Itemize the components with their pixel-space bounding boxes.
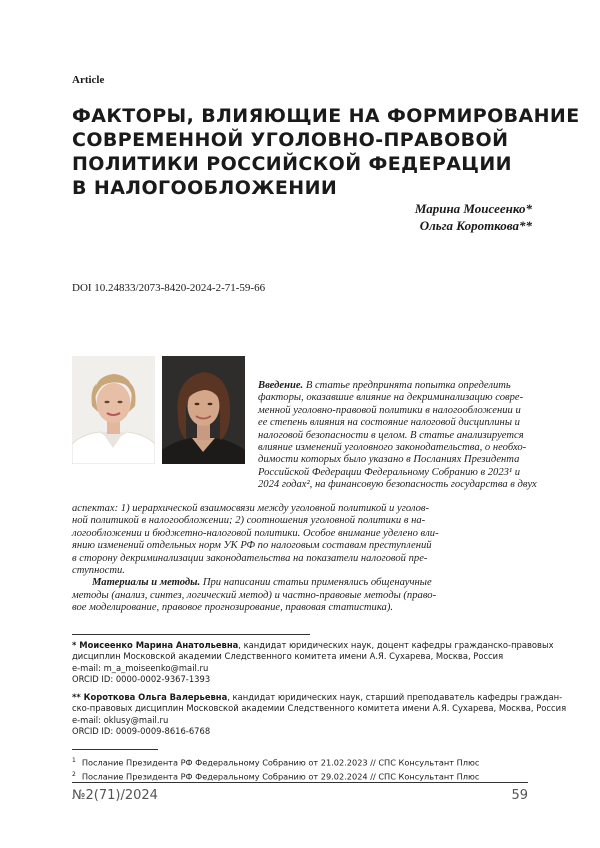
doi: DOI 10.24833/2073-8420-2024-2-71-59-66 [72, 282, 266, 294]
footnote-line [72, 640, 554, 651]
reference-text: Послание Президента РФ Федеральному Собранию от 21.02.2023 // СПС Консультант Плюс [81, 757, 480, 768]
title-line: В НАЛОГООБЛОЖЕНИИ [72, 177, 338, 199]
footnote-orcid: ORCID ID: 0009-0009-8616-6768 [72, 726, 211, 737]
abstract-line: 2024 годах², на финансовую безопасность государства в двух [258, 479, 537, 491]
footnote-email: e-mail: oklusy@mail.ru [72, 714, 169, 725]
title-line: ФАКТОРЫ, ВЛИЯЮЩИЕ НА ФОРМИРОВАНИЕ [72, 105, 580, 127]
abstract-line: менной уголовно-правовой политики в налогообложении и [258, 404, 521, 416]
reference-text: Послание Президента РФ Федеральному Собранию от 29.02.2024 // СПС Консультант Плюс [81, 771, 480, 782]
footnote-author-name: ** Короткова Ольга Валерьевна [72, 692, 228, 702]
article-title [72, 104, 580, 200]
footer-divider [72, 782, 528, 783]
authors [415, 200, 532, 234]
author-photo-1 [72, 356, 155, 464]
reference-number: 2 [72, 770, 76, 778]
abstract-line: в сторону декриминализации законодательства на показатели налоговой пре- [72, 552, 428, 564]
reference-number: 1 [72, 757, 76, 764]
article-label: Article [72, 74, 105, 86]
footnote-author-name: * Моисеенко Марина Анатольевна [72, 640, 239, 650]
footnote-author-2 [72, 692, 567, 738]
abstract-line [258, 380, 528, 392]
abstract-line: ступности. [72, 565, 125, 577]
abstract-line: Российской Федерации Федеральному Собранию в 2023¹ и [258, 466, 521, 478]
abstract-line-text: В статье предпринята попытка определить [303, 380, 511, 391]
abstract-line: аспектах: 1) иерархической взаимосвязи между уголовной политикой и уголов- [72, 503, 430, 514]
title-line: СОВРЕМЕННОЙ УГОЛОВНО-ПРАВОВОЙ [72, 129, 509, 151]
methods-line-text: При написании статьи применялись общенаучные [200, 577, 432, 589]
footnote-author-desc: , кандидат юридических наук, доцент кафедры гражданско-правовых [238, 640, 554, 650]
page-number: 59 [511, 788, 528, 803]
abstract-line: димости которых было указано в Посланиях Президента [258, 454, 520, 466]
footnote-line: дисциплин Московской академии Следственного комитета имени А.Я. Сухарева, Москва, Россия [72, 651, 504, 662]
footnote-line: ско-правовых дисциплин Московской академии Следственного комитета имени А.Я. Сухарева, Москва, Россия [72, 703, 567, 714]
references-divider [72, 749, 158, 750]
footnote-author-desc: , кандидат юридических наук, старший преподаватель кафедры граждан- [227, 692, 563, 702]
author-1: Марина Моисеенко* [414, 201, 532, 216]
reference-item [72, 755, 479, 769]
footnote-author-1 [72, 640, 554, 686]
footnote-divider [72, 634, 310, 635]
abstract-line: факторы, оказавшие влияние на декриминализацию совре- [258, 392, 524, 404]
intro-heading: Введение. [258, 380, 304, 391]
reference-item [72, 769, 479, 783]
abstract-line: логообложении и бюджетно-налоговой политики. Особое внимание уделено вли- [72, 527, 439, 539]
issue-number: №2(71)/2024 [72, 788, 158, 803]
abstract-continued [72, 503, 528, 615]
abstract-line: налоговой безопасности в целом. В статье анализируется [258, 429, 524, 441]
abstract-line: ее степень влияния на состояние налоговой дисциплины и [258, 417, 520, 429]
methods-line: методы (анализ, синтез, логический метод) и частно-правовые методы (право- [72, 589, 437, 601]
references [72, 755, 479, 782]
methods-heading: Материалы и методы. [92, 577, 201, 589]
author-photo-2 [162, 356, 245, 464]
footnote-orcid: ORCID ID: 0000-0002-9367-1393 [72, 674, 211, 685]
author-2: Ольга Короткова** [419, 218, 532, 233]
abstract-line: влияние изменений уголовного законодательства, о необхо- [258, 442, 527, 454]
methods-line [72, 577, 528, 589]
methods-line: вое моделирование, правовое прогнозирование, правовая статистика). [72, 602, 394, 614]
footnote-email: e-mail: m_a_moiseenko@mail.ru [72, 662, 209, 673]
footnote-line [72, 692, 563, 703]
abstract-line: янию изменений отдельных норм УК РФ по налоговым составам преступлений [72, 540, 432, 552]
abstract-intro [258, 380, 537, 492]
title-line: ПОЛИТИКИ РОССИЙСКОЙ ФЕДЕРАЦИИ [72, 153, 512, 175]
abstract-line: ной политикой в налогообложении; 2) соотношения уголовной политики в на- [72, 515, 426, 527]
